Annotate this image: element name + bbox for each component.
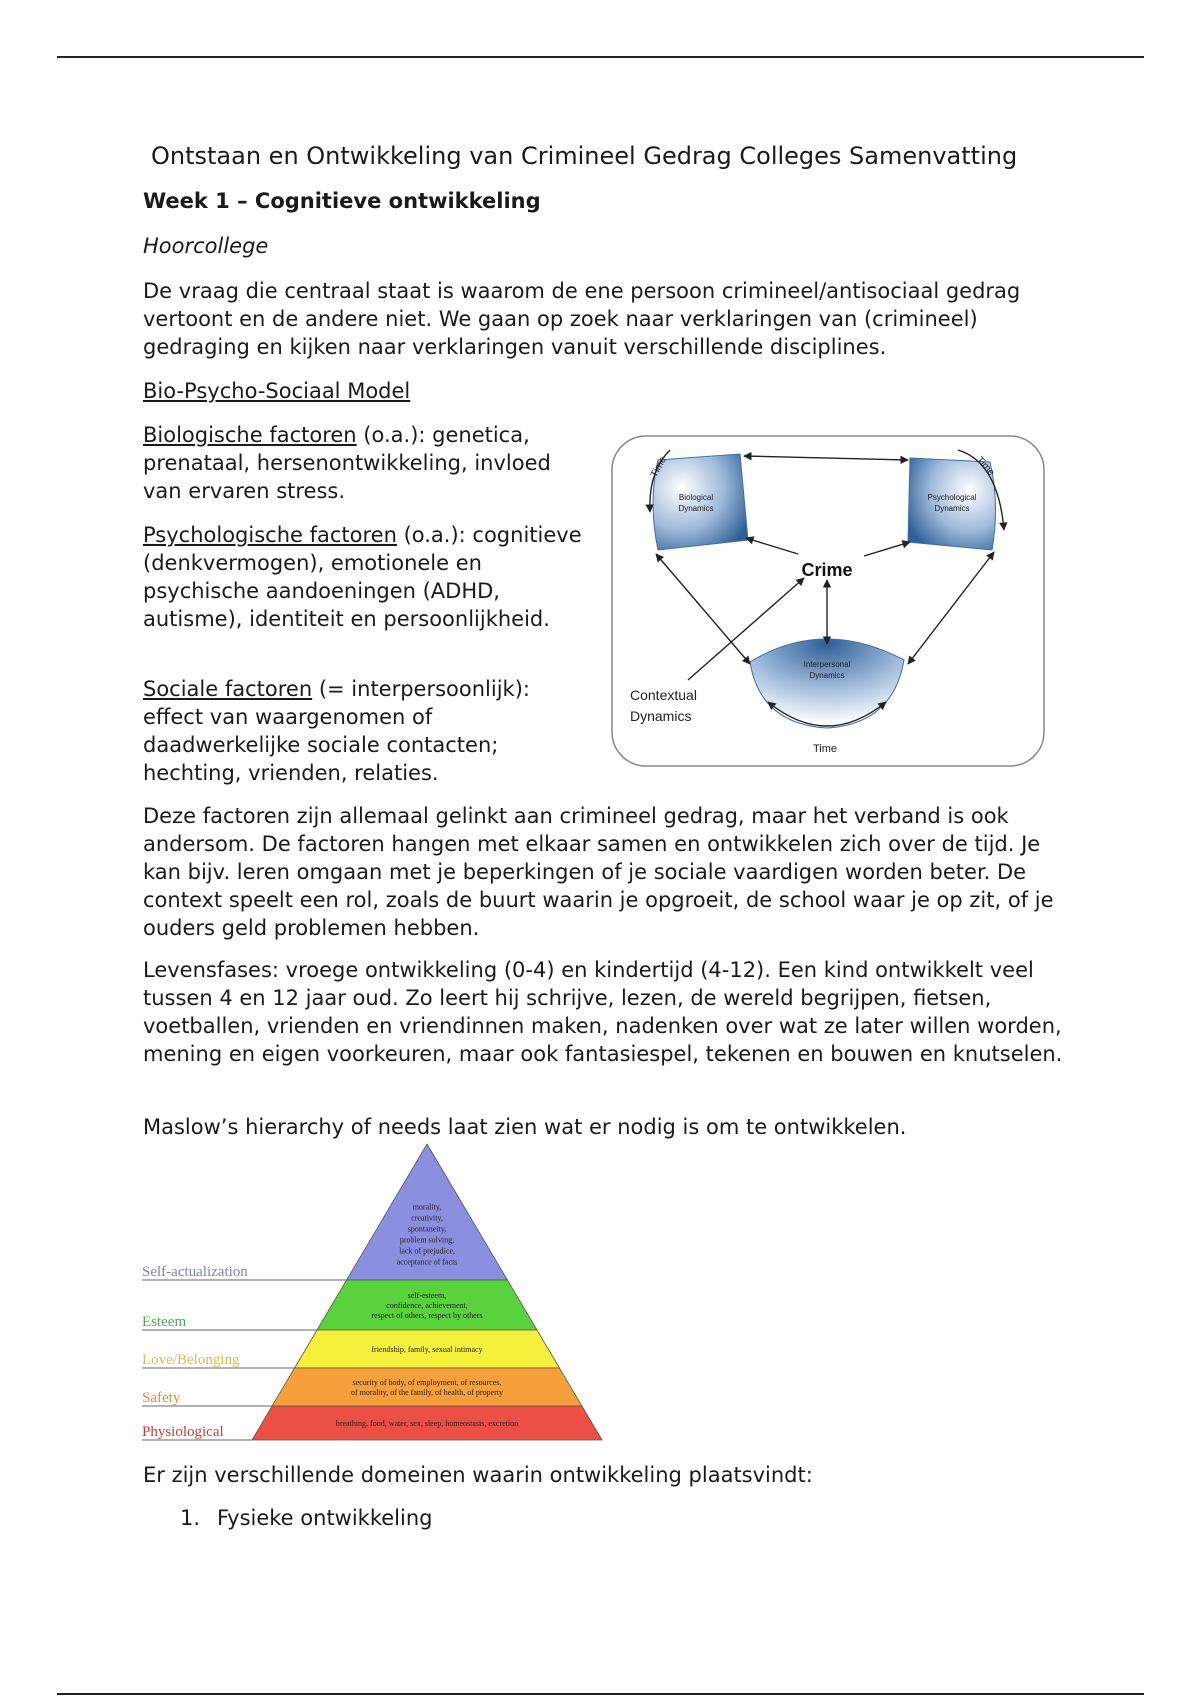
biological-blob [653,454,748,550]
model-heading [143,377,410,405]
time-label-psych: Time [973,454,997,479]
contextual-label-2: Dynamics [630,708,692,724]
bio-text: (o.a.): genetica, prenataal, hersenontwikkeling, invloed van ervaren stress. [143,423,551,503]
contextual-label-1: Contextual [630,687,697,703]
biological-label-2: Dynamics [678,504,714,513]
maslow-level-text: morality, [412,1202,442,1212]
intro-paragraph: De vraag die centraal staat is waarom de ene persoon crimineel/antisociaal gedrag vertoont en de andere niet. We gaan op zoek naar verklaringen van (crimineel) gedraging en kijken naar verklaringen vanuit verschillende disciplines. [143,279,1021,359]
model-heading-text: Bio-Psycho-Sociaal Model [143,379,411,403]
maslow-layers [142,1144,602,1440]
maslow-level-text: of morality, of the family, of health, of property [350,1388,504,1397]
document-title: Ontstaan en Ontwikkeling van Crimineel Gedrag Colleges Samenvatting [151,142,1018,170]
maslow-level-text: respect of others, respect by others [371,1311,483,1320]
factors-paragraph: Deze factoren zijn allemaal gelinkt aan crimineel gedrag, maar het verband is ook andersom. De factoren hangen met elkaar samen en ontwikkelen zich over de tijd. Je kan bijv. leren omgaan met je beperkingen of je sociale vaardigen worden beter. De context speelt een rol, zoals de buurt waarin je opgroeit, de school waar je op zit, of je ouders geld problemen hebben. [143,804,1054,940]
social-term: Sociale factoren [143,677,313,701]
maslow-level-label: Love/Belonging [142,1352,240,1368]
domains-intro: Er zijn verschillende domeinen waarin ontwikkeling plaatsvindt: [143,1463,813,1487]
maslow-level-text: self-esteem, [407,1291,447,1300]
maslow-layer-safety [272,1368,582,1406]
lifephases-paragraph: Levensfases: vroege ontwikkeling (0-4) en kindertijd (4-12). Een kind ontwikkelt veel tussen 4 en 12 jaar oud. Zo leert hij schrijve, lezen, de wereld begrijpen, fietsen, voetballen, vrienden en vriendinnen maken, nadenken over wat ze later willen worden, mening en eigen voorkeuren, maar ook fantasiespel, tekenen en bouwen en knutselen. [143,958,1063,1066]
maslow-level-text: breathing, food, water, sex, sleep, homeostasis, excretion [335,1419,519,1428]
list-item [180,1506,433,1530]
maslow-pyramid [142,1142,612,1442]
footer-rule [57,1693,1144,1695]
social-factors [143,675,583,787]
bio-psycho-social-diagram [608,432,1048,772]
psychological-label-2: Dynamics [934,504,970,513]
bio-factors [143,421,583,505]
time-label-bio: Time [648,454,669,480]
maslow-level-text: friendship, family, sexual intimacy [371,1345,483,1354]
maslow-level-text: problem solving, [399,1235,455,1245]
header-rule [57,56,1144,58]
maslow-level-text: security of body, of employment, of resources, [352,1378,502,1387]
maslow-level-text: creativity, [411,1213,443,1223]
psych-factors [143,521,583,633]
social-text: (= interpersoonlijk): effect van waargenomen of daadwerkelijke sociale contacten; hechting, vrienden, relaties. [143,677,530,785]
psych-text: (o.a.): cognitieve (denkvermogen), emotionele en psychische aandoeningen (ADHD, autisme), identiteit en persoonlijkheid. [143,523,582,631]
bio-term: Biologische factoren [143,423,357,447]
psych-term: Psychologische factoren [143,523,397,547]
maslow-level-label: Esteem [142,1314,187,1330]
maslow-level-label: Physiological [142,1424,224,1440]
interpersonal-label-2: Dynamics [809,671,845,680]
maslow-level-text: spontaneity, [407,1224,447,1234]
crime-label: Crime [801,560,853,580]
maslow-level-text: confidence, achievement, [386,1301,468,1310]
week-heading: Week 1 – Cognitieve ontwikkeling [143,189,541,213]
maslow-level-text: lack of prejudice, [399,1246,455,1256]
maslow-level-label: Safety [142,1390,181,1406]
list-item-text: Fysieke ontwikkeling [217,1506,433,1530]
list-item-number: 1. [180,1506,201,1530]
maslow-intro: Maslow’s hierarchy of needs laat zien wat er nodig is om te ontwikkelen. [143,1115,907,1139]
time-label-bottom: Time [813,743,838,755]
psychological-label-1: Psychological [927,493,977,502]
maslow-level-text: acceptance of facts [396,1257,458,1267]
biological-label-1: Biological [678,493,714,502]
maslow-level-label: Self-actualization [142,1264,248,1280]
lecture-type: Hoorcollege [143,234,269,258]
domains-list [180,1506,433,1530]
interpersonal-label-1: Interpersonal [803,660,851,669]
